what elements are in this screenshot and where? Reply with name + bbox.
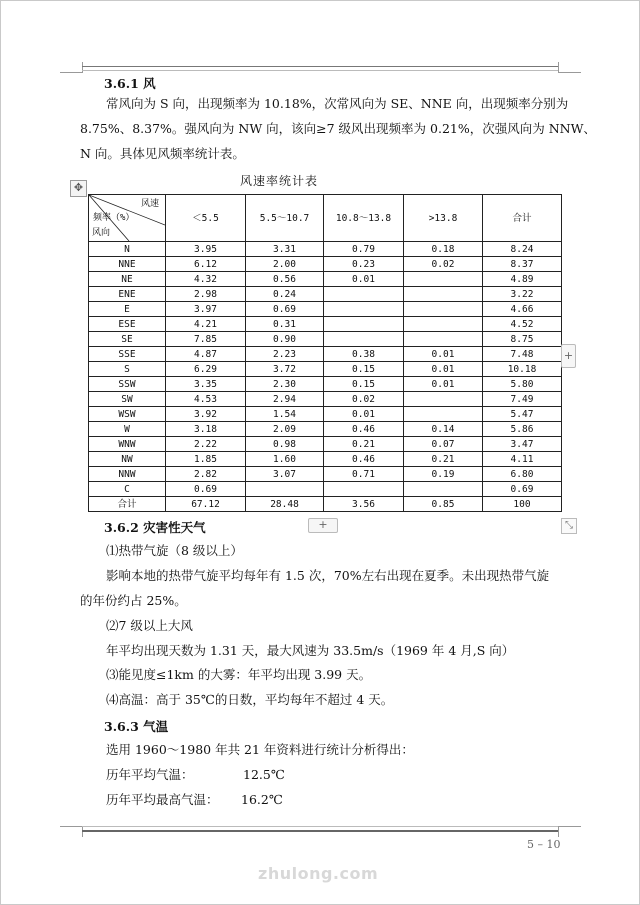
direction-cell: WNW	[89, 437, 166, 452]
frequency-cell: 0.46	[324, 452, 404, 467]
section-heading-wind: 3.6.1 风	[104, 76, 156, 91]
header-rule-thin	[82, 70, 558, 71]
frequency-cell: 3.56	[324, 497, 404, 512]
direction-cell: NE	[89, 272, 166, 287]
frequency-cell: 0.98	[246, 437, 324, 452]
paragraph-line: 年平均出现天数为 1.31 天，最大风速为 33.5m/s（1969 年 4 月,S 向）	[106, 643, 515, 658]
paragraph-line: 8.75%、8.37%。强风向为 NW 向，该向≥7 级风出现频率为 0.21%，次强风向为 NNW、	[80, 121, 596, 136]
crop-mark-top-right	[558, 62, 581, 73]
frequency-cell: 0.02	[404, 257, 483, 272]
table-row	[89, 257, 562, 272]
paragraph-line: 常风向为 S 向，出现频率为 10.18%，次常风向为 SE、NNE 向，出现频率分别为	[106, 96, 569, 111]
frequency-cell: 0.15	[324, 377, 404, 392]
add-row-button[interactable]: +	[308, 518, 338, 533]
table-row	[89, 422, 562, 437]
frequency-cell: 0.85	[404, 497, 483, 512]
table-row	[89, 347, 562, 362]
watermark: zhulong.com	[258, 864, 379, 883]
column-header: 10.8～13.8	[324, 195, 404, 242]
corner-label-freq: 频率（%）	[93, 213, 135, 223]
frequency-cell: 0.46	[324, 422, 404, 437]
direction-cell: NNW	[89, 467, 166, 482]
frequency-cell: 6.29	[166, 362, 246, 377]
frequency-cell: 6.12	[166, 257, 246, 272]
paragraph-line: 选用 1960～1980 年共 21 年资料进行统计分析得出：	[106, 742, 414, 757]
frequency-cell: 1.60	[246, 452, 324, 467]
frequency-cell: 3.18	[166, 422, 246, 437]
frequency-cell: 0.01	[404, 377, 483, 392]
frequency-cell: 0.02	[324, 392, 404, 407]
total-cell: 4.89	[483, 272, 562, 287]
frequency-cell: 0.90	[246, 332, 324, 347]
frequency-cell: 0.69	[246, 302, 324, 317]
list-item: ⑶能见度≤1km 的大雾：年平均出现 3.99 天。	[106, 667, 372, 682]
column-header: 合计	[483, 195, 562, 242]
section-heading-disaster: 3.6.2 灾害性天气	[104, 520, 206, 535]
move-icon: ✥	[73, 181, 84, 194]
table-row	[89, 437, 562, 452]
table-row	[89, 362, 562, 377]
frequency-cell: 0.56	[246, 272, 324, 287]
frequency-cell: 3.35	[166, 377, 246, 392]
direction-cell: SW	[89, 392, 166, 407]
frequency-cell	[404, 287, 483, 302]
frequency-cell: 28.48	[246, 497, 324, 512]
frequency-cell	[324, 302, 404, 317]
table-row	[89, 317, 562, 332]
frequency-cell: 2.30	[246, 377, 324, 392]
direction-cell: NW	[89, 452, 166, 467]
frequency-cell	[324, 482, 404, 497]
max-temp-label: 历年平均最高气温：	[106, 792, 219, 807]
frequency-cell	[404, 332, 483, 347]
total-cell: 7.49	[483, 392, 562, 407]
frequency-cell: 2.94	[246, 392, 324, 407]
list-item: ⑵7 级以上大风	[106, 618, 193, 633]
frequency-cell: 67.12	[166, 497, 246, 512]
frequency-cell: 4.53	[166, 392, 246, 407]
frequency-cell: 2.23	[246, 347, 324, 362]
frequency-cell: 0.01	[324, 272, 404, 287]
wind-frequency-table	[88, 194, 562, 512]
total-cell: 4.52	[483, 317, 562, 332]
frequency-cell: 0.14	[404, 422, 483, 437]
frequency-cell: 0.21	[324, 437, 404, 452]
avg-temp-value: 12.5℃	[243, 767, 285, 782]
direction-cell: SSW	[89, 377, 166, 392]
frequency-cell	[404, 482, 483, 497]
corner-label-dir: 风向	[92, 228, 111, 238]
total-cell: 3.47	[483, 437, 562, 452]
frequency-cell: 0.23	[324, 257, 404, 272]
max-temp-value: 16.2℃	[241, 792, 283, 807]
frequency-cell: 0.24	[246, 287, 324, 302]
direction-cell: S	[89, 362, 166, 377]
total-cell: 3.22	[483, 287, 562, 302]
frequency-cell: 0.07	[404, 437, 483, 452]
list-item: ⑷高温：高于 35℃的日数，平均每年不超过 4 天。	[106, 692, 394, 707]
total-cell: 100	[483, 497, 562, 512]
frequency-cell: 7.85	[166, 332, 246, 347]
table-row	[89, 392, 562, 407]
frequency-cell: 0.31	[246, 317, 324, 332]
footer-rule-thin	[82, 826, 558, 827]
total-cell: 6.80	[483, 467, 562, 482]
frequency-cell	[404, 407, 483, 422]
table-row	[89, 272, 562, 287]
paragraph-line: N 向。具体见风频率统计表。	[80, 146, 245, 161]
direction-cell: E	[89, 302, 166, 317]
column-header: 5.5～10.7	[246, 195, 324, 242]
frequency-cell: 4.87	[166, 347, 246, 362]
page-number: 5 – 10	[527, 838, 561, 851]
frequency-cell: 3.95	[166, 242, 246, 257]
frequency-cell: 0.01	[324, 407, 404, 422]
total-cell: 8.37	[483, 257, 562, 272]
frequency-cell: 2.09	[246, 422, 324, 437]
table-row	[89, 452, 562, 467]
section-heading-temperature: 3.6.3 气温	[104, 719, 169, 734]
frequency-cell: 0.19	[404, 467, 483, 482]
paragraph-line: 的年份约占 25%。	[80, 593, 187, 608]
table-row	[89, 497, 562, 512]
frequency-cell	[324, 317, 404, 332]
total-cell: 8.75	[483, 332, 562, 347]
frequency-cell: 0.38	[324, 347, 404, 362]
table-row	[89, 482, 562, 497]
header-rule	[82, 66, 558, 67]
add-column-button[interactable]: +	[561, 344, 576, 368]
direction-cell: SSE	[89, 347, 166, 362]
crop-mark-bottom-left	[60, 826, 83, 837]
table-row	[89, 407, 562, 422]
list-item: ⑴热带气旋（8 级以上）	[106, 543, 243, 558]
frequency-cell: 3.72	[246, 362, 324, 377]
frequency-cell: 0.18	[404, 242, 483, 257]
frequency-cell	[404, 302, 483, 317]
direction-cell: NNE	[89, 257, 166, 272]
table-header-row	[89, 195, 562, 242]
table-corner-header	[89, 195, 166, 242]
direction-cell: C	[89, 482, 166, 497]
table-row	[89, 302, 562, 317]
frequency-cell: 0.01	[404, 347, 483, 362]
table-row	[89, 377, 562, 392]
frequency-cell: 4.21	[166, 317, 246, 332]
total-cell: 7.48	[483, 347, 562, 362]
frequency-cell: 4.32	[166, 272, 246, 287]
frequency-cell: 3.92	[166, 407, 246, 422]
direction-cell: W	[89, 422, 166, 437]
table-resize-handle[interactable]	[561, 518, 577, 534]
frequency-cell: 2.22	[166, 437, 246, 452]
total-cell: 5.80	[483, 377, 562, 392]
frequency-cell: 0.21	[404, 452, 483, 467]
frequency-cell: 3.07	[246, 467, 324, 482]
crop-mark-bottom-right	[558, 826, 581, 837]
total-cell: 0.69	[483, 482, 562, 497]
frequency-cell: 3.31	[246, 242, 324, 257]
footer-rule	[82, 830, 558, 832]
resize-icon: ⤡	[565, 520, 573, 531]
column-header: >13.8	[404, 195, 483, 242]
frequency-cell: 1.85	[166, 452, 246, 467]
frequency-cell: 0.79	[324, 242, 404, 257]
total-cell: 8.24	[483, 242, 562, 257]
corner-label-speed: 风速	[140, 199, 159, 209]
frequency-cell: 2.82	[166, 467, 246, 482]
crop-mark-top-left	[60, 62, 83, 73]
frequency-cell: 0.15	[324, 362, 404, 377]
direction-cell: SE	[89, 332, 166, 347]
frequency-cell	[404, 392, 483, 407]
table-row	[89, 242, 562, 257]
frequency-cell: 3.97	[166, 302, 246, 317]
column-header: ＜5.5	[166, 195, 246, 242]
direction-cell: 合计	[89, 497, 166, 512]
frequency-cell	[404, 317, 483, 332]
frequency-cell: 0.01	[404, 362, 483, 377]
direction-cell: ENE	[89, 287, 166, 302]
table-move-handle[interactable]	[70, 180, 87, 197]
frequency-cell	[324, 287, 404, 302]
total-cell: 5.47	[483, 407, 562, 422]
frequency-cell: 2.98	[166, 287, 246, 302]
frequency-cell	[324, 332, 404, 347]
frequency-cell: 0.69	[166, 482, 246, 497]
direction-cell: N	[89, 242, 166, 257]
frequency-cell: 0.71	[324, 467, 404, 482]
total-cell: 10.18	[483, 362, 562, 377]
paragraph-line: 影响本地的热带气旋平均每年有 1.5 次，70%左右出现在夏季。未出现热带气旋	[106, 568, 550, 583]
table-title: 风速率统计表	[240, 174, 319, 188]
table-row	[89, 332, 562, 347]
table-row	[89, 287, 562, 302]
frequency-cell	[404, 272, 483, 287]
total-cell: 4.66	[483, 302, 562, 317]
frequency-cell: 1.54	[246, 407, 324, 422]
frequency-cell: 2.00	[246, 257, 324, 272]
avg-temp-label: 历年平均气温：	[106, 767, 194, 782]
direction-cell: ESE	[89, 317, 166, 332]
total-cell: 4.11	[483, 452, 562, 467]
frequency-cell	[246, 482, 324, 497]
table-row	[89, 467, 562, 482]
direction-cell: WSW	[89, 407, 166, 422]
total-cell: 5.86	[483, 422, 562, 437]
